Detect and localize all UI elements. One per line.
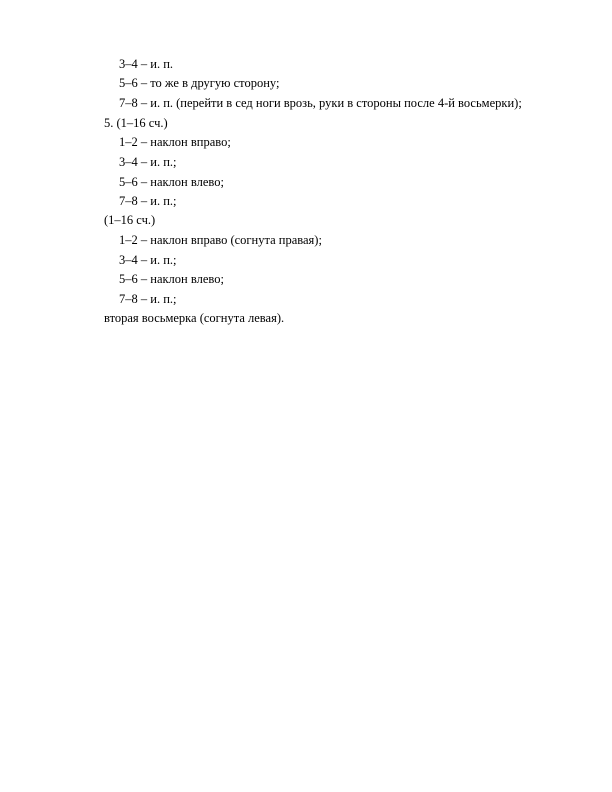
text-line: вторая восьмерка (согнута левая). [104, 311, 285, 325]
text-line: 3–4 – и. п. [119, 57, 174, 71]
section-heading: 5. (1–16 сч.) [104, 116, 168, 130]
text-line: 1–2 – наклон вправо (согнута правая); [119, 233, 322, 247]
text-line: 1–2 – наклон вправо; [119, 135, 231, 149]
text-line: 5–6 – то же в другую сторону; [119, 76, 280, 90]
text-line: 5–6 – наклон влево; [119, 175, 224, 189]
text-line: 3–4 – и. п.; [119, 253, 177, 267]
count-heading: (1–16 сч.) [104, 213, 156, 227]
text-line: 7–8 – и. п.; [119, 292, 177, 306]
text-line: 7–8 – и. п. (перейти в сед ноги врозь, руки в стороны после 4-й восьмерки); [119, 96, 522, 110]
text-line: 3–4 – и. п.; [119, 155, 177, 169]
text-line: 5–6 – наклон влево; [119, 272, 224, 286]
text-line: 7–8 – и. п.; [119, 194, 177, 208]
